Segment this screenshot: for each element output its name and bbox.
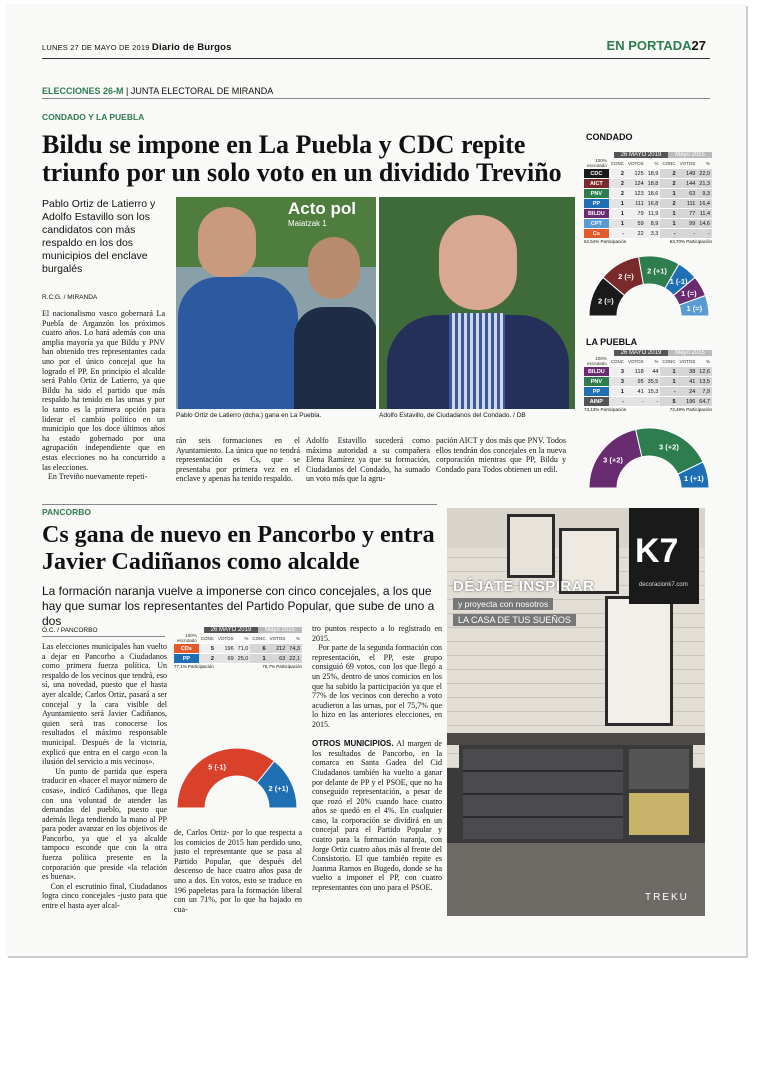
person-head: [439, 215, 517, 310]
puebla-table: [584, 356, 712, 407]
table-cell: 16,8: [647, 200, 659, 207]
table-cell: 22,1: [289, 655, 300, 662]
pancorbo-participation-2015: 75,7% Participación: [262, 664, 302, 669]
table-cell: 2: [660, 179, 677, 189]
table-cell: 1: [609, 219, 626, 229]
party-label: Cs: [584, 229, 609, 239]
k7-logo-box: [629, 508, 699, 604]
party-label: PP: [584, 387, 609, 397]
table-cell: 124: [626, 179, 646, 189]
column-header: CONC: [609, 356, 626, 367]
table-cell: -: [660, 387, 677, 397]
table-header-row: [584, 158, 712, 169]
table-header-row: [174, 633, 302, 644]
table-cell: 14,6: [699, 220, 710, 227]
column-header: 100% escrutado: [584, 356, 609, 367]
photo-caption-1: Pablo Ortiz de Latierro (dcha.) gana en La Puebla.: [176, 412, 322, 419]
pancorbo-head-2019: 26 MAYO 2019: [204, 627, 258, 633]
table-cell: 21,3: [699, 180, 710, 187]
table-cell: 1: [609, 199, 626, 209]
seat-label: 2 (+1): [647, 266, 667, 276]
table-cell: 18,8: [647, 180, 659, 187]
person-head: [308, 237, 360, 299]
table-cell: 63: [678, 189, 698, 199]
party-label: CDC: [584, 169, 609, 179]
seat-label: 3 (+2): [603, 455, 623, 465]
column-header: %: [697, 356, 712, 367]
pancorbo-participation-2019: 77,1% Participación: [174, 664, 214, 669]
table-cell: 11,9: [646, 209, 661, 219]
article2-col1: Las elecciones municipales han vuelto a dejar en Pancorbo a Ciudadanos como primera fuerza política. Un respaldo de los vecinos que tendrá, eso sí, una novedad, puesto que el hasta ayer alcalde, Carlos Ortiz, pasará a ser concejal y la cara visible del Ayuntamiento será Javier Cadiñanos, quien será tras conocerse los resultados el máximo responsable municipal. Después de la victoria, explicó que entra en el cargo «con la ilusión del servicio a mis vecinos». Un punto de partida que espera traducir en «hacer el mayor número de cosas», indicó Cadiñanos, que llega con una voluntad de atender las demandas del pueblo, puesto que además llega tendiendo la mano al PP para poder avanzar en los objetivos de Pancorbo, ya que el ya alcalde tampoco esconde que con la otra fuerza política presente en la corporación que preside «la relación es buena». Con el escrutinio final, Ciudadanos logra cinco concejales -justo para que entre el hasta ayer alcal-: [42, 642, 167, 911]
condado-head-2015: Mayo 2015: [668, 152, 712, 158]
column-header: CONC: [609, 158, 626, 169]
column-header: 100% escrutado: [584, 158, 609, 169]
table-row: [584, 169, 712, 179]
condado-participation-2015: 63,70% Participación: [669, 239, 712, 244]
table-cell: 41: [678, 377, 698, 387]
party-label: PP: [584, 199, 609, 209]
table-cell: 9,3: [697, 189, 712, 199]
column-header: %: [697, 158, 712, 169]
column-header: 100% escrutado: [174, 633, 199, 644]
photo-caption-2: Adolfo Estavillo, de Ciudadanos del Condado. / DB: [379, 412, 526, 419]
column-header: CONC: [199, 633, 216, 644]
article2-col3: tro puntos respecto a lo registrado en 2015. Por parte de la segunda formación con representación, el PP, este grupo consiguió 69 votos, con los que llegó a un 25%, dentro de unos comicios en los que ha subido la participación ya que el 77% de los vecinos con derecho a voto acudieron a las urnas, por el 75,7% que lo hizo en las anteriores elecciones, en 2015. OTROS MUNICIPIOS. Al margen de los resultados de Pancorbo, en la comarca en Santa Gadea del Cid Ciudadanos también ha vuelto a ganar por delante de PP y el PSOE, que no ha conseguido representación, a pesar de que rozó el 20% cuando hace cuatro años se quedó en el 4%. En cualquier caso, la corporación se dividirá en un concejal para el Partido Popular y cuatro para la formación naranja, con Jorge Ortiz cuatro años más al frente del Consistorio. El que también repite es Juanma Ramos en Bugedo, donde se ha vuelto a imponer el PP, con cuatro representantes con uno para el PSOE.: [312, 624, 442, 893]
pancorbo-results-table: [174, 627, 302, 669]
table-cell: 212: [268, 644, 288, 654]
party-label: BILDU: [584, 209, 609, 219]
table-row: [584, 397, 712, 407]
column-header: VOTOS: [626, 356, 646, 367]
table-row: [584, 377, 712, 387]
k7-advertisement: [447, 508, 705, 916]
column-header: VOTOS: [626, 158, 646, 169]
table-cell: 95: [626, 377, 646, 387]
article1-deck: Pablo Ortiz de Latierro y Adolfo Estavillo son los candidatos con más respaldo en los dos municipios del enclave burgalés: [42, 198, 156, 275]
party-label: AINP: [584, 397, 609, 407]
table-cell: 1: [660, 377, 677, 387]
table-cell: 3,3: [646, 229, 661, 239]
seat-label: 3 (+2): [659, 442, 679, 452]
table-cell: 149: [678, 169, 698, 179]
photo-candidates-la-puebla: [176, 197, 376, 409]
table-cell: 64,7: [699, 398, 710, 405]
seat-label: 2 (=): [597, 296, 614, 306]
table-cell: -: [697, 229, 712, 239]
table-cell: -: [678, 229, 698, 239]
seat-label: 1 (-1): [669, 276, 688, 286]
article1-headline: Bildu se impone en La Puebla y CDC repite triunfo por un solo voto en un dividido Treviño: [42, 130, 562, 187]
person-shirt: [294, 307, 376, 409]
table-cell: 1: [660, 189, 677, 199]
puebla-participation-2019: 73,13% Participación: [584, 407, 627, 412]
condado-table: [584, 158, 712, 239]
party-label: CDs: [174, 644, 199, 654]
party-label: PNV: [584, 377, 609, 387]
column-header: %: [287, 633, 302, 644]
table-row: [174, 654, 302, 664]
table-cell: 5: [660, 397, 677, 407]
table-cell: 12,6: [699, 368, 710, 375]
table-cell: -: [660, 229, 677, 239]
puebla-head-2015: Mayo 2015: [668, 350, 712, 356]
table-cell: 99: [678, 219, 698, 229]
table-cell: 1: [609, 387, 626, 397]
column-header: CONC: [660, 158, 677, 169]
person-head: [198, 207, 256, 277]
party-label: AICT: [584, 179, 609, 189]
table-row: [584, 199, 712, 209]
k7-url: decoracionk7.com: [639, 582, 688, 588]
table-cell: 77: [678, 209, 698, 219]
article1-col3: Adolfo Estavillo sucederá como máxima autoridad a su compañera Elena Ramírez ya que su formación, Ciudadanos del Condado, ha sumado un voto más que la agru-: [306, 436, 430, 484]
person-shirt: [178, 277, 298, 409]
table-cell: 63: [268, 654, 288, 664]
table-cell: 1: [660, 209, 677, 219]
wall-frame: [507, 514, 555, 578]
table-cell: 79: [626, 209, 646, 219]
seat-label: 2 (=): [618, 272, 634, 282]
table-cell: 22,0: [699, 170, 710, 177]
column-header: VOTOS: [678, 356, 698, 367]
article1-col1: El nacionalismo vasco gobernará La Puebla de Arganzón los próximos cuatro años. Lo hará además con una amplia mayoría ya que Bildu y PNV han obtenido tres representantes cada uno por el único concejal que ha logrado el PP. En principio el alcalde será Pablo Ortiz de Latierro, ya que Bildu ha sido el partido que más respaldo ha tenido en las urnas y por lo tanto es la primera opción para liderar el cambio político en un municipio que los doce últimos años ha estado gobernado por una agrupación independiente que en estas elecciones no ha concurrido a las elecciones. En Treviño nuevamente repeti-: [42, 309, 165, 482]
table-cell: 22: [626, 229, 646, 239]
table-header-row: [584, 356, 712, 367]
column-header: CONC: [250, 633, 267, 644]
table-cell: -: [609, 397, 626, 407]
table-cell: 25,0: [237, 655, 249, 662]
article2-deck: La formación naranja vuelve a imponerse con cinco concejales, a los que hay que sumar los representantes del Partido Popular, que sube de uno a dos: [42, 584, 435, 628]
table-cell: -: [646, 397, 661, 407]
table-cell: 69: [216, 654, 236, 664]
table-cell: 3: [609, 377, 626, 387]
table-row: [584, 209, 712, 219]
table-cell: 123: [626, 189, 646, 199]
wall-frame-large: [605, 596, 673, 726]
seat-label: 5 (-1): [208, 762, 227, 772]
article2-byline: Ó.C. / PANCORBO: [42, 627, 98, 634]
person-shirt: [449, 313, 505, 409]
table-cell: 118: [626, 367, 646, 377]
condado-results-table: [584, 152, 712, 244]
table-cell: 18,9: [647, 170, 659, 177]
table-cell: 2: [660, 169, 677, 179]
table-cell: 2: [609, 179, 626, 189]
pancorbo-seats-chart: [174, 744, 300, 812]
table-cell: -: [626, 397, 646, 407]
article1-col4: pación AICT y dos más que PNV. Todos ellos tendrán dos concejales en la nueva corporación mientras que PP, Bildu y Condado para Todos obtienen un edil.: [436, 436, 566, 474]
table-cell: 8,9: [646, 219, 661, 229]
header-rule: [42, 58, 710, 59]
party-label: PP: [174, 654, 199, 664]
column-header: %: [646, 158, 661, 169]
column-header: %: [236, 633, 251, 644]
table-cell: 6: [250, 644, 267, 654]
table-cell: 11,4: [697, 209, 712, 219]
table-row: [584, 189, 712, 199]
seat-label: 2 (+1): [268, 784, 289, 794]
table-cell: 2: [660, 199, 677, 209]
newspaper-page: [6, 4, 746, 956]
table-cell: 5: [199, 644, 216, 654]
table-cell: 196: [678, 397, 698, 407]
puebla-title: LA PUEBLA: [586, 337, 638, 347]
article2-kicker: PANCORBO: [42, 507, 91, 517]
column-header: CONC: [660, 356, 677, 367]
puebla-seats-chart: [586, 424, 712, 492]
ad-line-2: y proyecta con nosotros: [453, 598, 553, 610]
table-cell: 59: [626, 219, 646, 229]
table-cell: 13,5: [699, 378, 710, 385]
party-label: PNV: [584, 189, 609, 199]
table-cell: 2: [199, 654, 216, 664]
party-label: BILDU: [584, 367, 609, 377]
table-cell: 2: [609, 169, 626, 179]
article1-kicker: CONDADO Y LA PUEBLA: [42, 112, 145, 122]
table-cell: 3: [609, 367, 626, 377]
table-cell: 16,4: [699, 200, 710, 207]
puebla-head-2019: 26 MAYO 2019: [614, 350, 668, 356]
page-header-section: EN PORTADA27: [606, 38, 706, 53]
table-cell: 111: [678, 199, 698, 209]
table-cell: 1: [660, 219, 677, 229]
table-row: [584, 179, 712, 189]
table-cell: 1: [250, 654, 267, 664]
k7-logo: K7: [635, 532, 679, 570]
column-header: VOTOS: [216, 633, 236, 644]
table-row: [584, 387, 712, 397]
table-cell: 71,0: [237, 645, 249, 652]
seat-label: 1 (=): [681, 289, 697, 298]
table-cell: 15,3: [647, 388, 659, 395]
table-cell: 35,5: [647, 378, 659, 385]
column-header: VOTOS: [268, 633, 288, 644]
article2-rule: [42, 504, 437, 505]
table-row: [174, 644, 302, 654]
table-cell: 2: [609, 189, 626, 199]
pancorbo-head-2015: Mayo 2015: [258, 627, 302, 633]
article2-headline: Cs gana de nuevo en Pancorbo y entra Javier Cadiñanos como alcalde: [42, 522, 435, 575]
party-label: CPT: [584, 219, 609, 229]
table-row: [584, 219, 712, 229]
table-cell: 24: [678, 387, 698, 397]
table-cell: 74,3: [289, 645, 300, 652]
sideboard-top: [447, 733, 705, 745]
page-header-date: LUNES 27 DE MAYO DE 2019 Diario de Burgos: [42, 42, 232, 53]
puebla-participation-2015: 73,49% Participación: [669, 407, 712, 412]
table-cell: 1: [609, 209, 626, 219]
article1-col2: rán seis formaciones en el Ayuntamiento. La única que no tendrá representación es Cs, que se presentaba por primera vez en el enclave y apenas ha tenido respaldo.: [176, 436, 300, 484]
condado-participation-2019: 62,54% Participación: [584, 239, 627, 244]
seat-label: 1 (+1): [683, 473, 704, 483]
photo-sign-text-2: Maiatzak 1: [288, 219, 327, 228]
table-cell: 38: [678, 367, 698, 377]
treku-logo: TREKU: [645, 892, 689, 903]
article1-byline: R.C.G. / MIRANDA: [42, 294, 98, 301]
table-cell: -: [609, 229, 626, 239]
byline-rule: [42, 636, 165, 637]
section-bar: ELECCIONES 26-M | JUNTA ELECTORAL DE MIRANDA: [42, 86, 274, 96]
column-header: VOTOS: [678, 158, 698, 169]
table-cell: 196: [216, 644, 236, 654]
condado-head-2019: 26 MAYO 2019: [614, 152, 668, 158]
condado-title: CONDADO: [586, 132, 633, 142]
ad-headline: DÉJATE INSPIRAR: [453, 578, 595, 595]
column-header: %: [646, 356, 661, 367]
photo-candidate-condado: [379, 197, 575, 409]
ad-line-3: LA CASA DE TUS SUEÑOS: [453, 614, 576, 626]
table-cell: 1: [660, 367, 677, 377]
section-rule: [42, 98, 710, 99]
condado-seats-chart: [586, 252, 712, 320]
photo-sign-text: Acto pol: [288, 199, 356, 218]
table-cell: 111: [626, 199, 646, 209]
puebla-results-table: [584, 350, 712, 412]
pancorbo-table: [174, 633, 302, 664]
table-cell: 144: [678, 179, 698, 189]
table-row: [584, 229, 712, 239]
table-cell: 44: [646, 367, 661, 377]
table-cell: 7,9: [697, 387, 712, 397]
table-cell: 125: [626, 169, 646, 179]
table-cell: 41: [626, 387, 646, 397]
seat-segment: [177, 748, 274, 808]
article2-col2: de, Carlos Ortiz- por lo que respecta a los comicios de 2015 han perdido uno, justo el representante que se pasa al Partido Popular, que después del descenso de hace cuatro años pasa de uno a dos. En votos, esto se traduce en 196 papeletas para la formación liberal con un 71%, por lo que ha bajado en cua-: [174, 828, 302, 914]
seat-label: 1 (=): [686, 304, 703, 314]
sideboard: [459, 745, 693, 843]
table-row: [584, 367, 712, 377]
table-cell: 18,6: [647, 190, 659, 197]
